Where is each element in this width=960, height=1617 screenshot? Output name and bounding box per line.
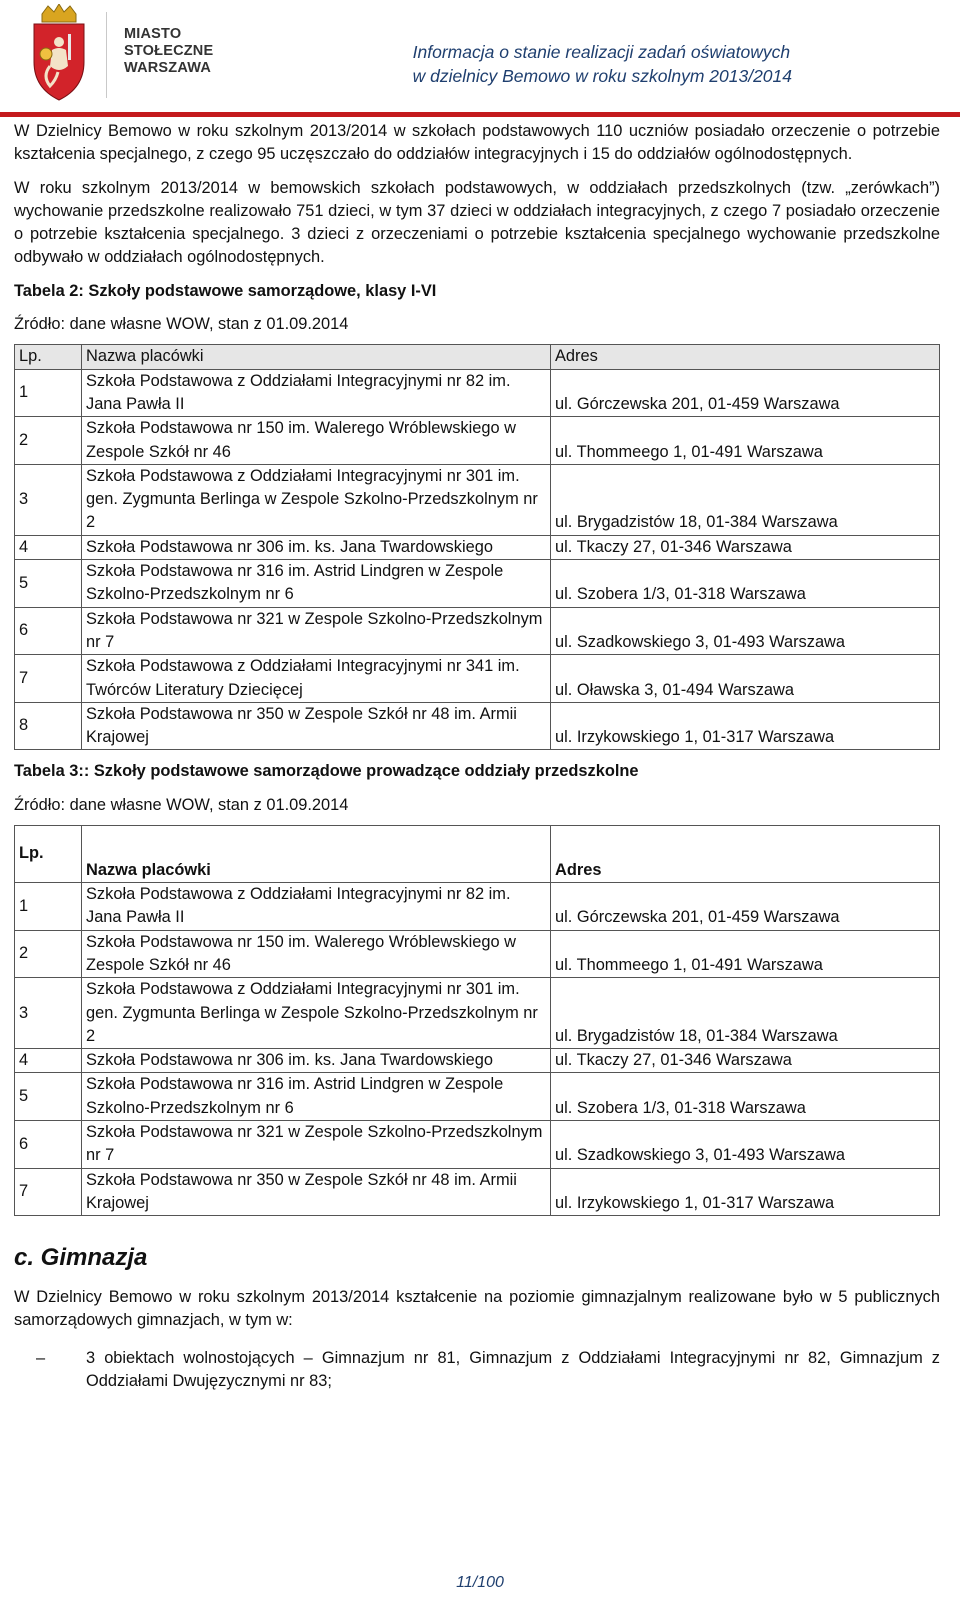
section-heading-gimnazja: c. Gimnazja (14, 1244, 148, 1272)
page-content (14, 118, 940, 1393)
table2-source: Źródło: dane własne WOW, stan z 01.09.2014 (14, 315, 349, 334)
logo-line-3: WARSZAWA (124, 60, 211, 76)
row-address: ul. Szobera 1/3, 01-318 Warszawa (551, 560, 940, 608)
city-logo-text (124, 26, 213, 77)
row-school-name: Szkoła Podstawowa nr 306 im. ks. Jana Twardowskiego (82, 535, 551, 559)
row-lp: 2 (15, 930, 82, 978)
row-lp: 6 (15, 1120, 82, 1168)
row-school-name: Szkoła Podstawowa nr 306 im. ks. Jana Twardowskiego (82, 1049, 551, 1073)
list-item-text: 3 obiektach wolnostojących – Gimnazjum nr 81, Gimnazjum z Oddziałami Integracyjnymi nr 82, Gimnazjum z Oddziałami Dwujęzycznymi nr 83; (86, 1348, 940, 1391)
row-address: ul. Szadkowskiego 3, 01-493 Warszawa (551, 607, 940, 655)
paragraph-preschool: W roku szkolnym 2013/2014 w bemowskich szkołach podstawowych, w oddziałach przedszkolnych (tzw. „zerówkach”) wychowanie przedszkolne realizowało 751 dzieci, w tym 37 dzieci w oddziałach integracyjnych, z czego 7 posiadało orzeczenie o potrzebie kształcenia specjalnego. 3 dzieci z orzeczeniami o potrzebie kształcenia specjalnego wychowanie przedszkolne odbywało w oddziałach ogólnodostępnych. (14, 178, 940, 267)
row-school-name: Szkoła Podstawowa z Oddziałami Integracyjnymi nr 341 im. Twórców Literatury Dziecięcej (82, 655, 551, 703)
table-row (15, 655, 940, 703)
row-lp: 3 (15, 464, 82, 535)
paragraph-pupils-special-needs: W Dzielnicy Bemowo w roku szkolnym 2013/2014 w szkołach podstawowych 110 uczniów posiadało orzeczenie o potrzebie kształcenia specjalnego, z czego 95 uczęszczało do oddziałów integracyjnych i 15 do oddziałów ogólnodostępnych. (14, 122, 940, 164)
paragraph-gimnazja-intro: W Dzielnicy Bemowo w roku szkolnym 2013/2014 kształcenie na poziomie gimnazjalnym realizowane było w 5 publicznych samorządowych gimnazjach, w tym w: (14, 1288, 940, 1330)
table-row (15, 702, 940, 750)
row-lp: 7 (15, 1168, 82, 1216)
row-school-name: Szkoła Podstawowa nr 350 w Zespole Szkół nr 48 im. Armii Krajowej (82, 702, 551, 750)
document-title (413, 40, 792, 88)
row-school-name: Szkoła Podstawowa z Oddziałami Integracyjnymi nr 301 im. gen. Zygmunta Berlinga w Zespole Szkolno-Przedszkolnym nr 2 (82, 464, 551, 535)
table3-header-row (15, 826, 940, 883)
row-school-name: Szkoła Podstawowa nr 321 w Zespole Szkolno-Przedszkolnym nr 7 (82, 607, 551, 655)
row-address: ul. Thommeego 1, 01-491 Warszawa (551, 417, 940, 465)
table3-header-lp: Lp. (15, 826, 82, 883)
table2-header-name: Nazwa placówki (82, 345, 551, 369)
table-row (15, 1049, 940, 1073)
table2-header-row (15, 345, 940, 369)
row-lp: 6 (15, 607, 82, 655)
table-row (15, 560, 940, 608)
table-row (15, 535, 940, 559)
table3-header-name: Nazwa placówki (82, 826, 551, 883)
row-address: ul. Tkaczy 27, 01-346 Warszawa (551, 535, 940, 559)
logo-line-1: MIASTO (124, 26, 182, 42)
row-school-name: Szkoła Podstawowa z Oddziałami Integracyjnymi nr 301 im. gen. Zygmunta Berlinga w Zespole Szkolno-Przedszkolnym nr 2 (82, 978, 551, 1049)
table-row (15, 1120, 940, 1168)
row-lp: 4 (15, 1049, 82, 1073)
header-divider (106, 12, 107, 98)
row-address: ul. Irzykowskiego 1, 01-317 Warszawa (551, 1168, 940, 1216)
table2-caption: Tabela 2: Szkoły podstawowe samorządowe, klasy I-VI (14, 281, 437, 300)
row-address: ul. Tkaczy 27, 01-346 Warszawa (551, 1049, 940, 1073)
table3-caption: Tabela 3:: Szkoły podstawowe samorządowe prowadzące oddziały przedszkolne (14, 762, 639, 781)
table3 (14, 825, 940, 1216)
row-address: ul. Brygadzistów 18, 01-384 Warszawa (551, 464, 940, 535)
table-row (15, 607, 940, 655)
table2 (14, 344, 940, 750)
row-school-name: Szkoła Podstawowa nr 321 w Zespole Szkolno-Przedszkolnym nr 7 (82, 1120, 551, 1168)
row-school-name: Szkoła Podstawowa nr 150 im. Walerego Wróblewskiego w Zespole Szkół nr 46 (82, 930, 551, 978)
row-school-name: Szkoła Podstawowa nr 316 im. Astrid Lindgren w Zespole Szkolno-Przedszkolnym nr 6 (82, 560, 551, 608)
row-lp: 4 (15, 535, 82, 559)
row-address: ul. Szadkowskiego 3, 01-493 Warszawa (551, 1120, 940, 1168)
row-lp: 2 (15, 417, 82, 465)
row-address: ul. Oławska 3, 01-494 Warszawa (551, 655, 940, 703)
row-lp: 5 (15, 560, 82, 608)
row-lp: 3 (15, 978, 82, 1049)
row-lp: 7 (15, 655, 82, 703)
warsaw-coat-of-arms-icon (28, 4, 90, 102)
table-row (15, 369, 940, 417)
row-school-name: Szkoła Podstawowa z Oddziałami Integracyjnymi nr 82 im. Jana Pawła II (82, 369, 551, 417)
table-row (15, 1168, 940, 1216)
document-title-line-2: w dzielnicy Bemowo w roku szkolnym 2013/2014 (412, 66, 792, 86)
page-number: 11/100 (456, 1574, 504, 1591)
row-lp: 1 (15, 369, 82, 417)
row-address: ul. Górczewska 201, 01-459 Warszawa (551, 883, 940, 931)
row-school-name: Szkoła Podstawowa nr 350 w Zespole Szkół nr 48 im. Armii Krajowej (82, 1168, 551, 1216)
row-lp: 8 (15, 702, 82, 750)
row-address: ul. Thommeego 1, 01-491 Warszawa (551, 930, 940, 978)
table-row (15, 464, 940, 535)
table-row (15, 930, 940, 978)
table-row (15, 978, 940, 1049)
table-row (15, 1073, 940, 1121)
list-item (36, 1347, 940, 1394)
table2-header-address: Adres (551, 345, 940, 369)
row-school-name: Szkoła Podstawowa z Oddziałami Integracyjnymi nr 82 im. Jana Pawła II (82, 883, 551, 931)
table3-header-address: Adres (551, 826, 940, 883)
row-address: ul. Górczewska 201, 01-459 Warszawa (551, 369, 940, 417)
row-address: ul. Szobera 1/3, 01-318 Warszawa (551, 1073, 940, 1121)
table2-header-lp: Lp. (15, 345, 82, 369)
row-lp: 1 (15, 883, 82, 931)
document-title-line-1: Informacja o stanie realizacji zadań oświatowych (412, 42, 791, 62)
row-school-name: Szkoła Podstawowa nr 150 im. Walerego Wróblewskiego w Zespole Szkół nr 46 (82, 417, 551, 465)
logo-line-2: STOŁECZNE (124, 43, 214, 59)
row-school-name: Szkoła Podstawowa nr 316 im. Astrid Lindgren w Zespole Szkolno-Przedszkolnym nr 6 (82, 1073, 551, 1121)
dash-bullet: – (36, 1348, 46, 1367)
row-address: ul. Irzykowskiego 1, 01-317 Warszawa (551, 702, 940, 750)
page-header (0, 0, 960, 118)
row-lp: 5 (15, 1073, 82, 1121)
row-address: ul. Brygadzistów 18, 01-384 Warszawa (551, 978, 940, 1049)
header-red-rule (0, 112, 960, 117)
table3-source: Źródło: dane własne WOW, stan z 01.09.2014 (14, 795, 349, 814)
table-row (15, 417, 940, 465)
table-row (15, 883, 940, 931)
gimnazja-list (14, 1347, 940, 1394)
